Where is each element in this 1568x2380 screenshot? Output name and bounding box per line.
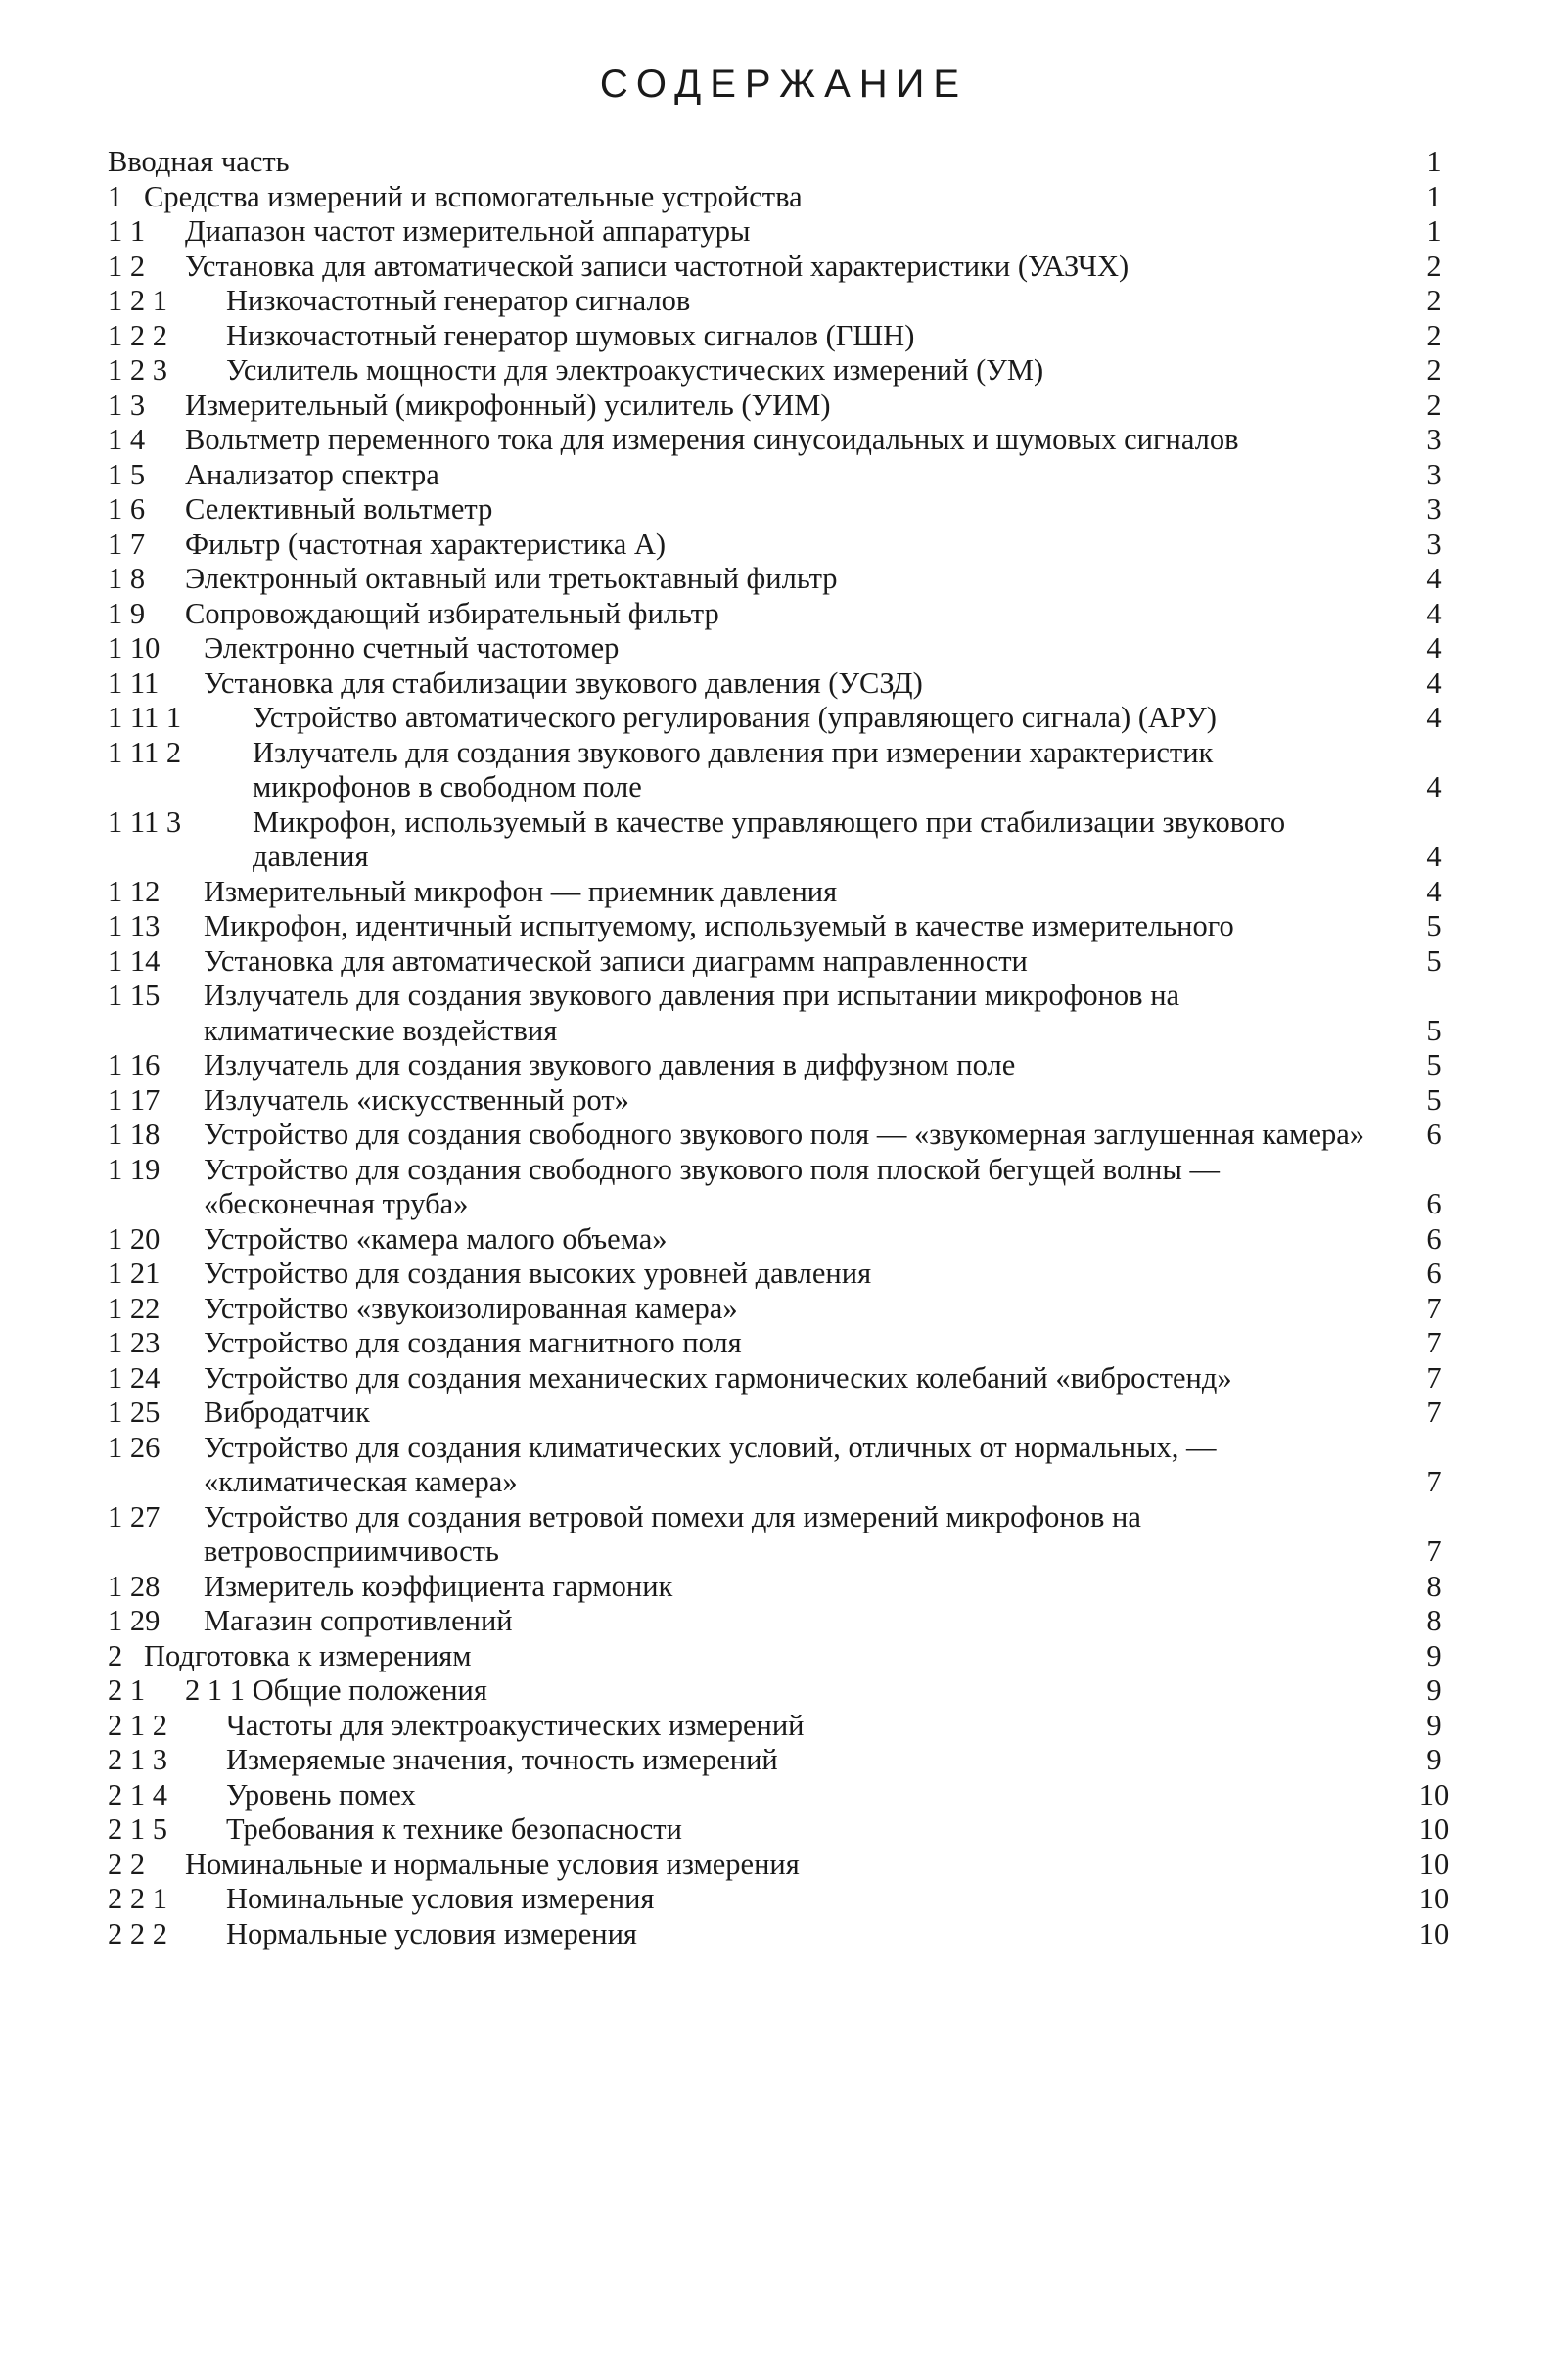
toc-entry-title: Установка для автоматической записи диаграмм направленности — [204, 943, 1028, 978]
toc-entry-page: 4 — [1426, 701, 1442, 734]
toc-entry-title: Низкочастотный генератор сигналов — [226, 284, 691, 317]
toc-entry-page: 5 — [1426, 909, 1442, 942]
toc-entry-page: 4 — [1426, 631, 1442, 664]
toc-entry-number: 1 13 — [108, 909, 161, 942]
toc-entry-title: Фильтр (частотная характеристика А) — [185, 526, 667, 561]
toc-entry-page: 6 — [1426, 1118, 1442, 1151]
toc-entry-page: 7 — [1426, 1326, 1442, 1359]
toc-entry — [108, 214, 1468, 250]
toc-entry — [108, 458, 1468, 493]
toc-entry-title: Измерительный микрофон — приемник давления — [204, 874, 838, 908]
toc-entry-title: Номинальные и нормальные условия измерения — [185, 1847, 800, 1881]
toc-entry-page: 4 — [1426, 562, 1442, 595]
toc-entry-page: 5 — [1426, 1048, 1442, 1081]
toc-entry-page: 3 — [1426, 423, 1442, 456]
toc-entry-number: 2 2 2 — [108, 1916, 167, 1950]
toc-entry-title: Селективный вольтметр — [185, 492, 493, 526]
toc-entry-title: Устройство для создания свободного звукового поля плоской бегущей волны — «бесконечная труба» — [204, 1152, 1220, 1220]
toc-entry-number: 1 29 — [108, 1604, 161, 1637]
toc-entry-page: 8 — [1426, 1604, 1442, 1637]
toc-entry-number: 1 25 — [108, 1396, 161, 1429]
toc-entry — [108, 1118, 1468, 1153]
toc-entry-number: 1 2 3 — [108, 353, 167, 387]
toc-entry-title: Излучатель для создания звукового давления при испытании микрофонов на климатические воздействия — [204, 979, 1180, 1047]
toc-entry-page: 10 — [1418, 1812, 1450, 1846]
toc-entry — [108, 319, 1468, 354]
toc-entry — [108, 979, 1468, 1048]
toc-entry-title: Вводная часть — [108, 145, 290, 178]
toc-entry — [108, 1778, 1468, 1813]
toc-entry — [108, 875, 1468, 910]
toc-entry-number: 1 22 — [108, 1291, 161, 1325]
toc-entry-title: Установка для автоматической записи частотной характеристики (УАЗЧХ) — [185, 249, 1130, 283]
toc-entry-number: 1 27 — [108, 1499, 161, 1533]
toc-entry-title: Устройство автоматического регулирования (управляющего сигнала) (АРУ) — [253, 701, 1217, 734]
table-of-contents — [108, 145, 1468, 1951]
toc-entry-number: 1 15 — [108, 979, 161, 1012]
toc-entry — [108, 1431, 1468, 1500]
toc-entry — [108, 1326, 1468, 1361]
toc-entry — [108, 1083, 1468, 1119]
toc-entry-number: 1 11 3 — [108, 804, 182, 839]
toc-entry — [108, 250, 1468, 285]
toc-entry-number: 1 18 — [108, 1118, 161, 1151]
toc-entry-title: Измеряемые значения, точность измерений — [226, 1743, 778, 1776]
toc-entry-title: Излучатель для создания звукового давления при измерении характеристик микрофонов в свободном поле — [253, 735, 1214, 803]
toc-entry — [108, 389, 1468, 424]
toc-entry-number: 2 1 3 — [108, 1743, 167, 1776]
toc-entry-page: 2 — [1426, 318, 1442, 352]
toc-entry-title: Устройство для создания магнитного поля — [204, 1326, 742, 1359]
toc-entry-number: 1 20 — [108, 1221, 161, 1256]
toc-entry-page: 1 — [1426, 214, 1442, 248]
toc-entry-title: Низкочастотный генератор шумовых сигналов (ГШН) — [226, 318, 915, 352]
toc-entry-title: Установка для стабилизации звукового давления (УСЗД) — [204, 665, 923, 700]
toc-entry-number: 1 17 — [108, 1082, 161, 1117]
toc-entry-number: 1 8 — [108, 562, 146, 595]
toc-entry-title: Излучатель для создания звукового давления в диффузном поле — [204, 1048, 1016, 1081]
toc-entry-title: Устройство для создания климатических условий, отличных от нормальных, — «климатическая камера» — [204, 1430, 1217, 1498]
toc-entry-page: 9 — [1426, 1673, 1442, 1707]
toc-entry-number: 1 5 — [108, 457, 146, 491]
toc-entry-title: Измерительный (микрофонный) усилитель (УИМ) — [185, 388, 831, 422]
toc-entry-page: 2 — [1426, 249, 1442, 283]
toc-entry-page: 6 — [1426, 1257, 1442, 1290]
toc-entry — [108, 631, 1468, 666]
toc-entry-title: Устройство для создания свободного звукового поля — «звукомерная заглушенная камера» — [204, 1118, 1365, 1151]
toc-entry — [108, 909, 1468, 944]
toc-entry-title: Нормальные условия измерения — [226, 1916, 637, 1950]
toc-entry-page: 10 — [1418, 1847, 1450, 1881]
toc-entry-page: 10 — [1418, 1882, 1450, 1915]
toc-entry-title: Устройство для создания механических гармонических колебаний «вибростенд» — [204, 1360, 1232, 1395]
toc-entry — [108, 353, 1468, 389]
toc-entry — [108, 736, 1468, 805]
toc-entry-title: Электронно счетный частотомер — [204, 631, 620, 664]
toc-entry-page: 7 — [1426, 1360, 1442, 1395]
toc-entry-number: 1 23 — [108, 1326, 161, 1359]
toc-entry-title: Вибродатчик — [204, 1396, 370, 1429]
toc-entry-page: 1 — [1426, 145, 1442, 178]
toc-entry — [108, 1812, 1468, 1848]
toc-entry-number: 2 — [108, 1638, 123, 1672]
toc-entry-title: Устройство «звукоизолированная камера» — [204, 1291, 738, 1325]
toc-entry — [108, 492, 1468, 527]
toc-entry-title: Магазин сопротивлений — [204, 1604, 513, 1637]
toc-entry-page: 7 — [1426, 1291, 1442, 1325]
toc-entry-title: Устройство для создания высоких уровней давления — [204, 1257, 872, 1290]
toc-entry — [108, 527, 1468, 563]
toc-entry-title: Требования к технике безопасности — [226, 1812, 682, 1846]
toc-entry-page: 10 — [1418, 1777, 1450, 1811]
toc-entry — [108, 1639, 1468, 1674]
toc-entry-page: 5 — [1426, 1082, 1442, 1117]
toc-entry-title: Частоты для электроакустических измерений — [226, 1708, 805, 1742]
toc-entry-number: 2 1 — [108, 1673, 146, 1707]
toc-entry-page: 3 — [1426, 526, 1442, 561]
toc-entry-number: 1 12 — [108, 874, 161, 908]
toc-entry — [108, 145, 1468, 180]
toc-entry — [108, 1709, 1468, 1744]
toc-entry-page: 3 — [1426, 492, 1442, 526]
toc-entry-page: 4 — [1426, 874, 1442, 908]
toc-entry-title: Излучатель «искусственный рот» — [204, 1082, 629, 1117]
toc-entry-page: 6 — [1426, 1187, 1442, 1220]
toc-entry-number: 1 1 — [108, 214, 146, 248]
toc-entry-title: Вольтметр переменного тока для измерения синусоидальных и шумовых сигналов — [185, 423, 1239, 456]
toc-entry-number: 1 11 2 — [108, 735, 182, 769]
toc-entry-page: 9 — [1426, 1708, 1442, 1742]
toc-entry-title: Диапазон частот измерительной аппаратуры — [185, 214, 751, 248]
toc-entry-page: 4 — [1426, 840, 1442, 873]
toc-entry — [108, 423, 1468, 458]
toc-entry — [108, 1743, 1468, 1778]
toc-entry-number: 1 19 — [108, 1152, 161, 1186]
toc-entry — [108, 284, 1468, 319]
toc-entry — [108, 1500, 1468, 1570]
toc-entry — [108, 1570, 1468, 1605]
toc-entry-number: 1 21 — [108, 1257, 161, 1290]
toc-entry-number: 2 1 5 — [108, 1812, 167, 1846]
toc-entry-title: 2 1 1 Общие положения — [185, 1673, 487, 1707]
toc-entry-number: 1 2 1 — [108, 284, 167, 317]
toc-entry-number: 1 11 1 — [108, 701, 182, 734]
toc-entry — [108, 1673, 1468, 1709]
toc-entry-number: 1 7 — [108, 526, 146, 561]
toc-entry — [108, 597, 1468, 632]
toc-entry — [108, 666, 1468, 702]
toc-entry-page: 4 — [1426, 665, 1442, 700]
toc-entry — [108, 1396, 1468, 1431]
toc-entry — [108, 1257, 1468, 1292]
toc-entry-page: 10 — [1418, 1916, 1450, 1950]
toc-entry-page: 7 — [1426, 1465, 1442, 1498]
toc-entry — [108, 1292, 1468, 1327]
toc-entry — [108, 1153, 1468, 1222]
toc-entry — [108, 562, 1468, 597]
toc-entry — [108, 1848, 1468, 1883]
toc-entry-title: Сопровождающий избирательный фильтр — [185, 596, 719, 630]
toc-entry-number: 2 1 2 — [108, 1708, 167, 1742]
toc-entry-title: Усилитель мощности для электроакустических измерений (УМ) — [226, 353, 1044, 387]
toc-entry-number: 1 3 — [108, 388, 146, 422]
toc-entry-page: 1 — [1426, 179, 1442, 213]
toc-entry-number: 1 16 — [108, 1048, 161, 1081]
toc-entry-number: 1 9 — [108, 596, 146, 630]
toc-entry-number: 1 26 — [108, 1430, 161, 1464]
toc-entry-title: Устройство для создания ветровой помехи для измерений микрофонов на ветровосприимчивость — [204, 1499, 1141, 1568]
toc-entry-number: 2 2 1 — [108, 1882, 167, 1915]
toc-entry-page: 2 — [1426, 284, 1442, 317]
toc-entry-number: 1 6 — [108, 492, 146, 526]
toc-entry-page: 6 — [1426, 1221, 1442, 1256]
toc-entry — [108, 944, 1468, 980]
toc-entry-number: 1 28 — [108, 1569, 161, 1603]
toc-entry-number: 1 24 — [108, 1360, 161, 1395]
toc-entry — [108, 1917, 1468, 1952]
toc-entry-page: 4 — [1426, 596, 1442, 630]
toc-entry-page: 9 — [1426, 1638, 1442, 1672]
toc-entry-title: Измеритель коэффициента гармоник — [204, 1569, 673, 1603]
toc-entry-page: 2 — [1426, 388, 1442, 422]
toc-entry — [108, 701, 1468, 736]
toc-entry-page: 7 — [1426, 1396, 1442, 1429]
toc-entry-number: 1 — [108, 179, 123, 213]
page-title: СОДЕРЖАНИЕ — [599, 63, 969, 106]
toc-entry-title: Средства измерений и вспомогательные устройства — [144, 179, 803, 213]
toc-entry-page: 4 — [1426, 770, 1442, 803]
toc-entry-number: 1 14 — [108, 943, 161, 978]
toc-entry — [108, 1882, 1468, 1917]
toc-entry-page: 3 — [1426, 457, 1442, 491]
toc-entry-number: 1 11 — [108, 665, 160, 700]
toc-entry — [108, 1361, 1468, 1396]
toc-entry-page: 5 — [1426, 943, 1442, 978]
toc-entry-page: 9 — [1426, 1743, 1442, 1776]
toc-entry-title: Устройство «камера малого объема» — [204, 1221, 668, 1256]
toc-entry-page: 2 — [1426, 353, 1442, 387]
toc-entry-number: 1 2 — [108, 249, 146, 283]
toc-entry — [108, 1604, 1468, 1639]
toc-entry-page: 5 — [1426, 1013, 1442, 1047]
toc-entry-title: Анализатор спектра — [185, 457, 439, 491]
toc-entry-number: 1 4 — [108, 423, 146, 456]
toc-entry-page: 8 — [1426, 1569, 1442, 1603]
toc-entry — [108, 1222, 1468, 1258]
toc-entry-number: 2 2 — [108, 1847, 146, 1881]
toc-entry-title: Электронный октавный или третьоктавный фильтр — [185, 562, 838, 595]
toc-entry — [108, 805, 1468, 875]
toc-entry-title: Номинальные условия измерения — [226, 1882, 655, 1915]
toc-entry-number: 1 2 2 — [108, 318, 167, 352]
toc-entry-title: Микрофон, идентичный испытуемому, используемый в качестве измерительного — [204, 909, 1234, 942]
toc-entry-number: 1 10 — [108, 631, 161, 664]
toc-entry — [108, 1048, 1468, 1083]
toc-entry — [108, 180, 1468, 215]
toc-entry-title: Уровень помех — [226, 1777, 416, 1811]
toc-entry-title: Микрофон, используемый в качестве управляющего при стабилизации звукового давления — [253, 804, 1286, 873]
toc-entry-number: 2 1 4 — [108, 1777, 167, 1811]
toc-entry-page: 7 — [1426, 1534, 1442, 1568]
toc-entry-title: Подготовка к измерениям — [144, 1638, 472, 1672]
